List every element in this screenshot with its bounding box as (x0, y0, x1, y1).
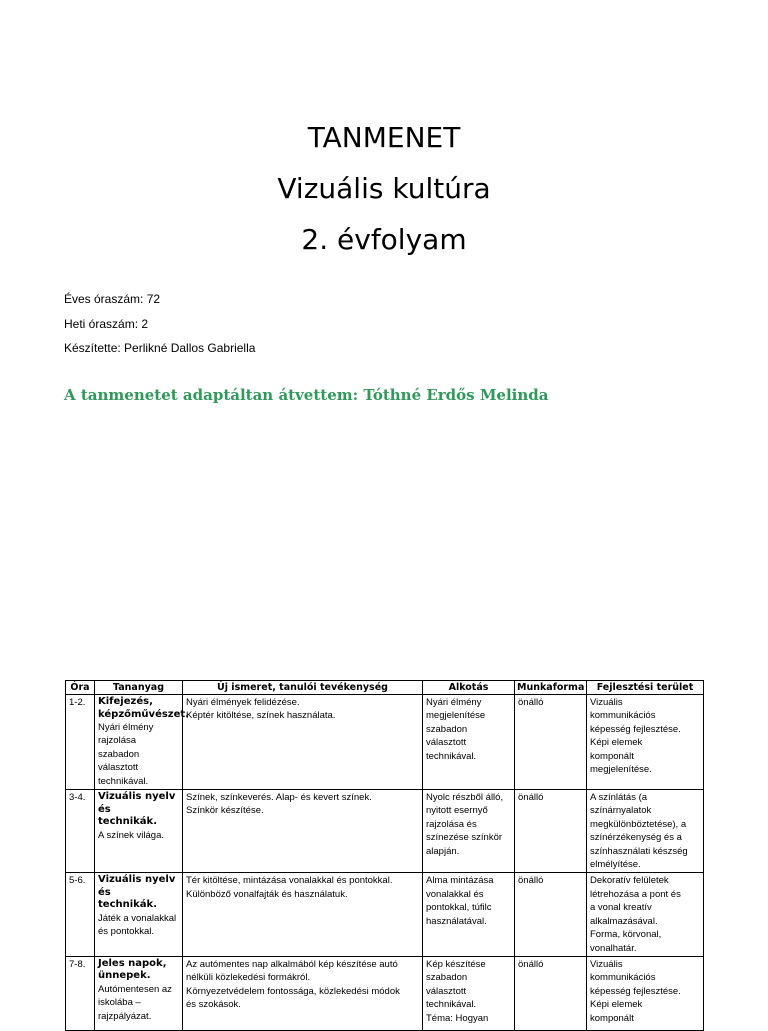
cell-munkaforma: önálló (515, 790, 587, 873)
development-line: Forma, körvonal, (590, 929, 662, 941)
header-alkotas: Alkotás (423, 681, 515, 695)
creation-line: Téma: Hogyan (426, 1012, 489, 1024)
development-line: létrehozása a pont és (590, 888, 681, 900)
weekly-hours: Heti óraszám: 2 (64, 316, 149, 331)
topic-line: Vizuális nyelv és (98, 791, 176, 815)
creation-line: alapján. (426, 845, 460, 857)
creation-line: szabadon (426, 723, 468, 735)
creation-line: Nyári élmény (426, 697, 482, 708)
document-title: TANMENET (307, 121, 461, 154)
development-line: megjelenítése. (590, 764, 652, 776)
development-line: vonalhatár. (590, 942, 637, 954)
cell-activity (183, 790, 423, 873)
development-line: a vonal kreatív (590, 902, 652, 914)
material-line: és pontokkal. (98, 926, 154, 938)
topic-line: Kifejezés, (98, 696, 153, 707)
cell-tananyag (95, 790, 183, 873)
activity-line: és szokások. (186, 999, 241, 1011)
cell-fejlesztes (587, 956, 704, 1030)
material-line: rajzolása (98, 735, 137, 747)
activity-line: Környezetvédelem fontossága, közlekedési módok (186, 985, 400, 997)
development-line: alkalmazásával. (590, 915, 658, 927)
cell-munkaforma: önálló (515, 873, 587, 956)
cell-tananyag (95, 956, 183, 1030)
material-line: iskolába – (98, 997, 141, 1009)
subject-title: Vizuális kultúra (277, 172, 491, 205)
topic-line: Jeles napok, (98, 957, 167, 969)
cell-ora: 5-6. (66, 873, 95, 956)
cell-alkotas (423, 790, 515, 873)
grade-title: 2. évfolyam (301, 223, 467, 256)
material-line: Autómentesen az (98, 983, 172, 995)
material-line: rajzpályázat. (98, 1010, 152, 1022)
creation-line: szabadon (426, 972, 468, 984)
cell-activity (183, 873, 423, 956)
activity-line: Tér kitöltése, mintázása vonalakkal és pontokkal. (186, 875, 393, 887)
topic-line: ünnepek. (98, 970, 151, 982)
creation-line: rajzolása és (426, 818, 477, 830)
header-fejlesztes: Fejlesztési terület (587, 681, 704, 695)
topic-line: technikák. (98, 899, 158, 911)
activity-line: nélküli közlekedési formákról. (186, 972, 311, 984)
material-line: Játék a vonalakkal (98, 912, 177, 924)
header-activity: Új ismeret, tanulói tevékenység (183, 681, 423, 695)
activity-line: Színkör készítése. (186, 805, 264, 817)
development-line: Dekoratív felületek (590, 875, 669, 887)
cell-alkotas (423, 695, 515, 790)
material-line: szabadon (98, 748, 140, 760)
development-line: Képi elemek (590, 999, 643, 1011)
author: Készítette: Perlikné Dallos Gabriella (64, 341, 256, 355)
creation-line: színezése színkör (426, 832, 503, 844)
development-line: komponált (590, 1012, 634, 1024)
creation-line: technikával. (426, 750, 477, 762)
annual-hours: Éves óraszám: 72 (64, 292, 161, 306)
cell-activity (183, 956, 423, 1030)
creation-line: használatával. (426, 915, 487, 927)
development-line: képesség fejlesztése. (590, 723, 681, 735)
activity-line: Színek, színkeverés. Alap- és kevert színek. (186, 792, 372, 804)
cell-tananyag (95, 695, 189, 790)
creation-line: technikával. (426, 999, 477, 1011)
cell-alkotas (423, 873, 515, 956)
creation-line: megjelenítése (426, 710, 486, 722)
material-line: választott (98, 762, 139, 774)
development-line: színárnyalatok (590, 805, 652, 817)
meta-info (64, 290, 255, 364)
activity-line: Nyári élmények felidézése. (186, 697, 300, 708)
development-line: A színlátás (a (590, 792, 648, 804)
table-row (66, 956, 704, 1030)
cell-fejlesztes (587, 790, 704, 873)
activity-line: Az autómentes nap alkalmából kép készítése autó (186, 958, 398, 970)
cell-fejlesztes (587, 695, 704, 790)
topic-line: képzőművészet. (98, 708, 189, 720)
creation-line: pontokkal, túfilc (426, 902, 492, 914)
development-line: kommunikációs (590, 972, 656, 984)
activity-line: Képtér kitöltése, színek használata. (186, 710, 336, 722)
creation-line: Alma mintázása (426, 875, 494, 887)
table-row (66, 873, 704, 956)
lesson-plan-table (65, 680, 704, 1031)
header-tananyag: Tananyag (95, 681, 183, 695)
development-line: Vizuális (590, 958, 623, 970)
cell-ora: 3-4. (66, 790, 95, 873)
development-line: képesség fejlesztése. (590, 985, 681, 997)
title-block (0, 112, 768, 265)
cell-fejlesztes (587, 873, 704, 956)
material-line: A színek világa. (98, 829, 165, 841)
creation-line: Nyolc részből álló, (426, 792, 504, 804)
table-header-row (66, 681, 704, 695)
cell-munkaforma: önálló (515, 695, 587, 790)
activity-line: Különböző vonalfajták és használatuk. (186, 888, 348, 900)
cell-munkaforma: önálló (515, 956, 587, 1030)
adapted-note: A tanmenetet adaptáltan átvettem: Tóthné Erdős Melinda (64, 386, 549, 404)
development-line: színhasználati készség (590, 845, 688, 857)
table-row (66, 790, 704, 873)
development-line: elmélyítése. (590, 859, 641, 871)
creation-line: vonalakkal és (426, 888, 484, 900)
cell-ora: 1-2. (66, 695, 95, 790)
development-line: komponált (590, 750, 634, 762)
development-line: megkülönböztetése), a (590, 818, 687, 830)
material-line: Nyári élmény (98, 722, 154, 733)
creation-line: választott (426, 985, 467, 997)
header-ora: Óra (66, 681, 95, 695)
topic-line: Vizuális nyelv és (98, 874, 176, 898)
cell-alkotas (423, 956, 515, 1030)
cell-activity (183, 695, 423, 790)
material-line: technikával. (98, 775, 149, 787)
topic-line: technikák. (98, 816, 158, 828)
development-line: kommunikációs (590, 710, 656, 722)
cell-ora: 7-8. (66, 956, 95, 1030)
development-line: színérzékenység és a (590, 832, 682, 844)
cell-tananyag (95, 873, 183, 956)
development-line: Képi elemek (590, 737, 643, 749)
development-line: Vizuális (590, 697, 623, 708)
creation-line: nyitott esernyő (426, 805, 488, 817)
table-row (66, 695, 704, 790)
creation-line: választott (426, 737, 467, 749)
creation-line: Kép készítése (426, 958, 486, 970)
header-munkaforma: Munkaforma (515, 681, 587, 695)
